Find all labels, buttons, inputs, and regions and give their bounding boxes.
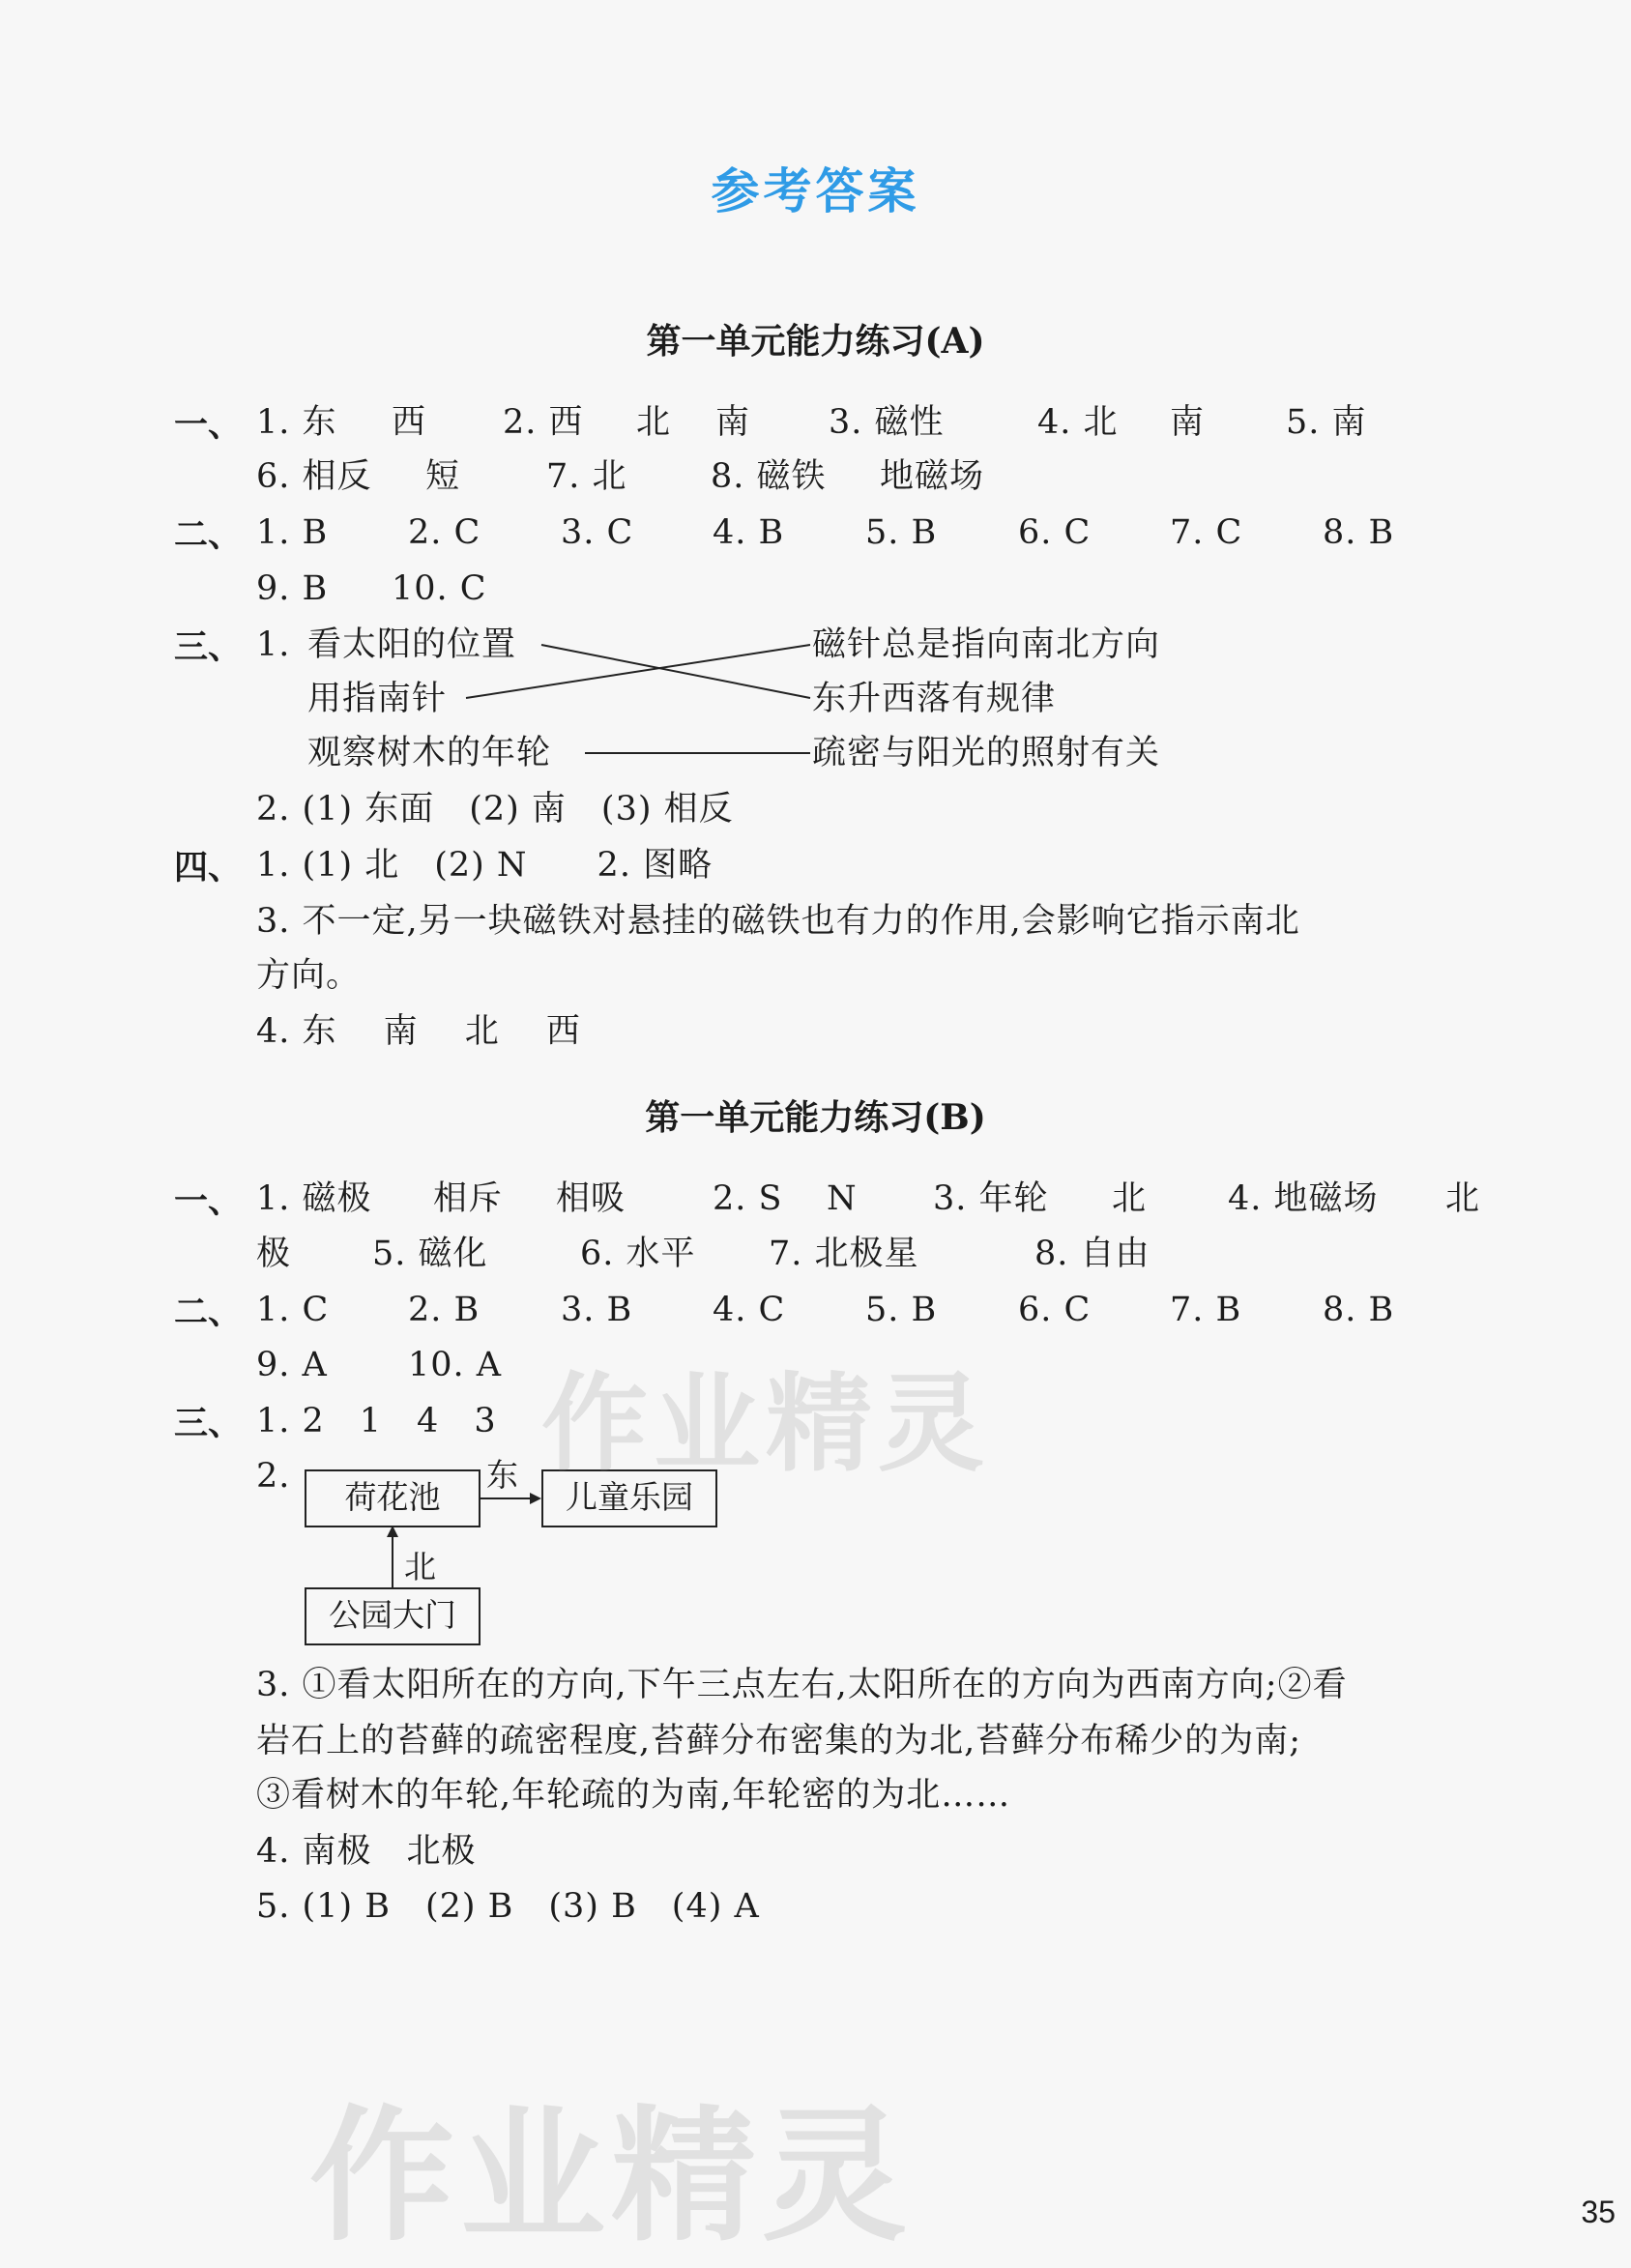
answer-line: 4. 东 南 北 西 bbox=[256, 1012, 581, 1051]
answer-item: 2. S bbox=[713, 1179, 783, 1218]
answer-line: 1. 2 1 4 3 bbox=[256, 1402, 497, 1440]
answer-item: 1. C bbox=[256, 1291, 330, 1329]
answer-item: 7. B bbox=[1170, 1291, 1242, 1329]
answer-item: 6. 水平 bbox=[580, 1235, 696, 1273]
answer-item: 10. C bbox=[392, 569, 487, 608]
answer-item: 1. B bbox=[256, 513, 329, 552]
diagram-box-lotus-pond: 荷花池 bbox=[305, 1469, 481, 1527]
answer-item: 3. 年轮 bbox=[933, 1179, 1049, 1218]
section-a-part2-label: 二、 bbox=[174, 516, 243, 555]
watermark: 作业精灵 bbox=[541, 1362, 990, 1486]
answer-line: 2. (1) 东面 (2) 南 (3) 相反 bbox=[256, 790, 734, 829]
answer-line: 岩石上的苔藓的疏密程度,苔藓分布密集的为北,苔藓分布稀少的为南; bbox=[256, 1722, 1302, 1760]
answer-item: 8. 磁铁 bbox=[711, 457, 827, 496]
answer-item: 南 bbox=[1170, 403, 1206, 442]
question-number: 1. bbox=[256, 625, 291, 664]
match-left-item: 用指南针 bbox=[307, 680, 448, 718]
answer-item: 西 bbox=[392, 403, 427, 442]
answer-item: 8. B bbox=[1323, 1291, 1395, 1329]
answer-item: 2. B bbox=[408, 1291, 481, 1329]
answer-item: 2. C bbox=[408, 513, 481, 552]
answer-item: 相吸 bbox=[556, 1179, 626, 1218]
watermark: 作业精灵 bbox=[309, 2093, 914, 2261]
section-b-part3-label: 三、 bbox=[174, 1405, 243, 1443]
answer-item: 7. C bbox=[1170, 513, 1243, 552]
section-a-part3-label: 三、 bbox=[174, 628, 243, 667]
answer-item: 1. 东 bbox=[256, 403, 337, 442]
answer-item: 10. A bbox=[408, 1346, 503, 1384]
answer-item: 地磁场 bbox=[880, 457, 985, 496]
answer-item: 8. 自由 bbox=[1034, 1235, 1150, 1273]
answer-line: 1. (1) 北 (2) N 2. 图略 bbox=[256, 846, 714, 885]
match-right-item: 疏密与阳光的照射有关 bbox=[812, 734, 1161, 772]
answer-item: 北 bbox=[1445, 1179, 1481, 1218]
answer-item: 6. C bbox=[1018, 1291, 1092, 1329]
answer-line: 3. ①看太阳所在的方向,下午三点左右,太阳所在的方向为西南方向;②看 bbox=[256, 1666, 1348, 1704]
answer-item: 北 bbox=[1112, 1179, 1148, 1218]
answer-item: 3. C bbox=[561, 513, 634, 552]
answer-line: 方向。 bbox=[256, 956, 362, 995]
diagram-box-park-gate: 公园大门 bbox=[305, 1587, 481, 1645]
answer-item: 3. 磁性 bbox=[829, 403, 945, 442]
arrow-head-icon bbox=[387, 1526, 398, 1537]
answer-item: 极 bbox=[256, 1235, 292, 1273]
answer-item: 7. 北 bbox=[546, 457, 627, 496]
answer-item: 相斥 bbox=[433, 1179, 504, 1218]
match-right-item: 东升西落有规律 bbox=[812, 680, 1057, 718]
answer-item: 3. B bbox=[561, 1291, 633, 1329]
diagram-label-north: 北 bbox=[404, 1548, 436, 1585]
answer-item: 6. 相反 bbox=[256, 457, 372, 496]
answer-line: 4. 南极 北极 bbox=[256, 1832, 477, 1871]
answer-item: 北 bbox=[636, 403, 672, 442]
page-title: 参考答案 bbox=[711, 163, 920, 219]
answer-item: 2. 西 bbox=[503, 403, 584, 442]
answer-line: 3. 不一定,另一块磁铁对悬挂的磁铁也有力的作用,会影响它指示南北 bbox=[256, 902, 1300, 941]
answer-item: 4. 北 bbox=[1037, 403, 1119, 442]
answer-item: 8. B bbox=[1323, 513, 1395, 552]
match-line bbox=[541, 645, 810, 698]
match-left-item: 观察树木的年轮 bbox=[307, 734, 552, 772]
answer-item: 9. A bbox=[256, 1346, 328, 1384]
answer-item: 6. C bbox=[1018, 513, 1092, 552]
arrow-head-icon bbox=[530, 1493, 541, 1504]
match-line bbox=[466, 645, 810, 698]
answer-item: 短 bbox=[425, 457, 461, 496]
diagram-box-playground: 儿童乐园 bbox=[541, 1469, 717, 1527]
answer-item: 南 bbox=[715, 403, 751, 442]
match-left-item: 看太阳的位置 bbox=[307, 625, 517, 664]
answer-item: 5. B bbox=[865, 1291, 938, 1329]
section-b-part2-label: 二、 bbox=[174, 1294, 243, 1332]
answer-item: 5. 磁化 bbox=[372, 1235, 488, 1273]
answer-item: 4. 地磁场 bbox=[1228, 1179, 1379, 1218]
section-a-part1-label: 一、 bbox=[174, 406, 243, 445]
question-number: 2. bbox=[256, 1457, 291, 1496]
answer-item: N bbox=[827, 1179, 858, 1218]
match-right-item: 磁针总是指向南北方向 bbox=[812, 625, 1161, 664]
section-b-heading: 第一单元能力练习(B) bbox=[645, 1097, 986, 1138]
diagram-label-east: 东 bbox=[486, 1456, 518, 1494]
section-a-part4-label: 四、 bbox=[174, 849, 243, 887]
matching-lines bbox=[0, 0, 1631, 870]
page-number: 35 bbox=[1581, 2195, 1616, 2229]
answer-item: 9. B bbox=[256, 569, 329, 608]
answer-line: 5. (1) B (2) B (3) B (4) A bbox=[256, 1887, 760, 1926]
answer-item: 1. 磁极 bbox=[256, 1179, 372, 1218]
section-a-heading: 第一单元能力练习(A) bbox=[646, 321, 985, 362]
answer-item: 4. C bbox=[713, 1291, 786, 1329]
section-b-part1-label: 一、 bbox=[174, 1182, 243, 1221]
answer-item: 7. 北极星 bbox=[769, 1235, 919, 1273]
answer-line: ③看树木的年轮,年轮疏的为南,年轮密的为北…… bbox=[256, 1776, 1011, 1815]
answer-item: 5. B bbox=[865, 513, 938, 552]
answer-item: 5. 南 bbox=[1286, 403, 1367, 442]
answer-item: 4. B bbox=[713, 513, 785, 552]
